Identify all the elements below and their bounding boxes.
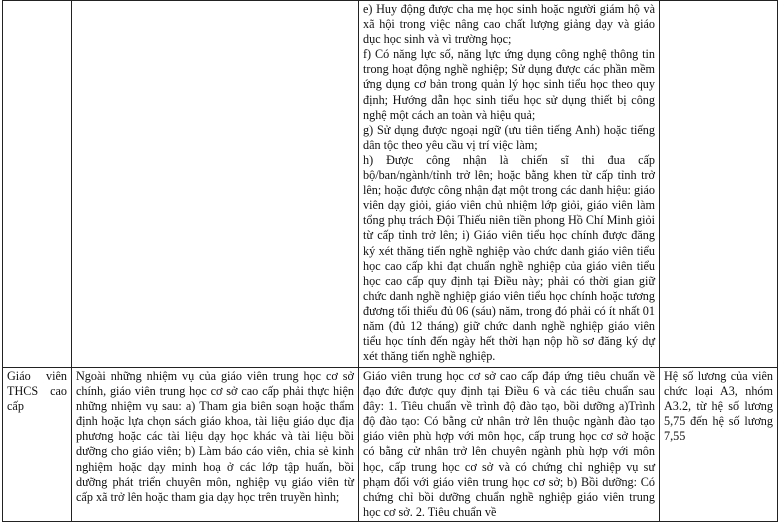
cell-title: Giáo viên THCS cao cấp [3,368,72,522]
standard-item-f: f) Có năng lực số, năng lực ứng dụng công nghệ thông tin trong hoạt động nghề nghiệp; Sử dụng được các phần mềm ứng dụng cơ bản trong quản lý học sinh tiểu học theo quy định; Hướng dẫn học sinh tiểu học sử dụng thiết bị công nghệ một cách an toàn và hiệu quả; [363,47,655,122]
table-row [3,368,778,522]
document-page [2,0,777,524]
cell-duties [72,1,359,368]
cell-duties: Ngoài những nhiệm vụ của giáo viên trung học cơ sở chính, giáo viên trung học cơ sở cao cấp phải thực hiện những nhiệm vụ sau: a) Tham gia biên soạn hoặc thẩm định hoặc lựa chọn sách giáo khoa, tài liệu giáo dục địa phương hoặc các tài liệu dạy học khác và tài liệu bồi dưỡng cho giáo viên; b) Làm báo cáo viên, chia sẻ kinh nghiệm hoặc dạy minh hoạ ở các lớp tập huấn, bồi dưỡng phát triển chuyên môn, nghiệp vụ giáo viên từ cấp xã trở lên hoặc tham gia dạy học trên truyền hình; [72,368,359,522]
table-row [3,1,778,368]
cell-title [3,1,72,368]
standard-item-g: g) Sử dụng được ngoại ngữ (ưu tiên tiếng Anh) hoặc tiếng dân tộc theo yêu cầu vị trí việc làm; [363,122,655,152]
cell-standards [359,1,660,368]
standard-item-e: e) Huy động được cha mẹ học sinh hoặc người giám hộ và xã hội trong việc nâng cao chất lượng giảng dạy và giáo dục học sinh và vì trường học; [363,2,655,47]
cell-standards: Giáo viên trung học cơ sở cao cấp đáp ứng tiêu chuẩn về đạo đức được quy định tại Điều 6 và các tiêu chuẩn sau đây: 1. Tiêu chuẩn về trình độ đào tạo, bồi dưỡng a)Trình độ đào tạo: Có bằng cử nhân trở lên thuộc ngành đào tạo giáo viên phù hợp với môn học, cấp trung học cơ sở hoặc có bằng cử nhân trở lên chuyên ngành phù hợp với môn học, cấp trung học cơ sở và có chứng chỉ nghiệp vụ sư phạm đối với giáo viên trung học cơ sở; b) Bồi dưỡng: Có chứng chỉ bồi dưỡng chuẩn nghề nghiệp giáo viên trung học cơ sở. 2. Tiêu chuẩn về [359,368,660,522]
cell-salary [660,1,778,368]
standards-table [2,0,778,522]
standard-item-h: h) Được công nhận là chiến sĩ thi đua cấp bộ/ban/ngành/tỉnh trở lên; hoặc bằng khen từ cấp tỉnh trở lên; hoặc được công nhận đạt một trong các danh hiệu: giáo viên dạy giỏi, giáo viên chủ nhiệm lớp giỏi, giáo viên làm tổng phụ trách Đội Thiếu niên tiền phong Hồ Chí Minh giỏi từ cấp tỉnh trở lên; i) Giáo viên tiểu học chính được đăng ký xét thăng tiến nghề nghiệp vào chức danh giáo viên tiểu học cao cấp khi đạt chuẩn nghề nghiệp của giáo viên tiểu học cao cấp quy định tại Điều này; phải có thời gian giữ chức danh nghề nghiệp giáo viên tiểu học chính hoặc tương đương tối thiểu đủ 06 (sáu) năm, trong đó phải có ít nhất 01 năm (đủ 12 tháng) giữ chức danh nghề nghiệp giáo viên tiểu học tính đến ngày hết thời hạn nộp hồ sơ đăng ký dự xét thăng tiến nghề nghiệp. [363,152,655,364]
cell-salary: Hệ số lương của viên chức loại A3, nhóm A3.2, từ hệ số lương 5,75 đến hệ số lương 7,55 [660,368,778,522]
